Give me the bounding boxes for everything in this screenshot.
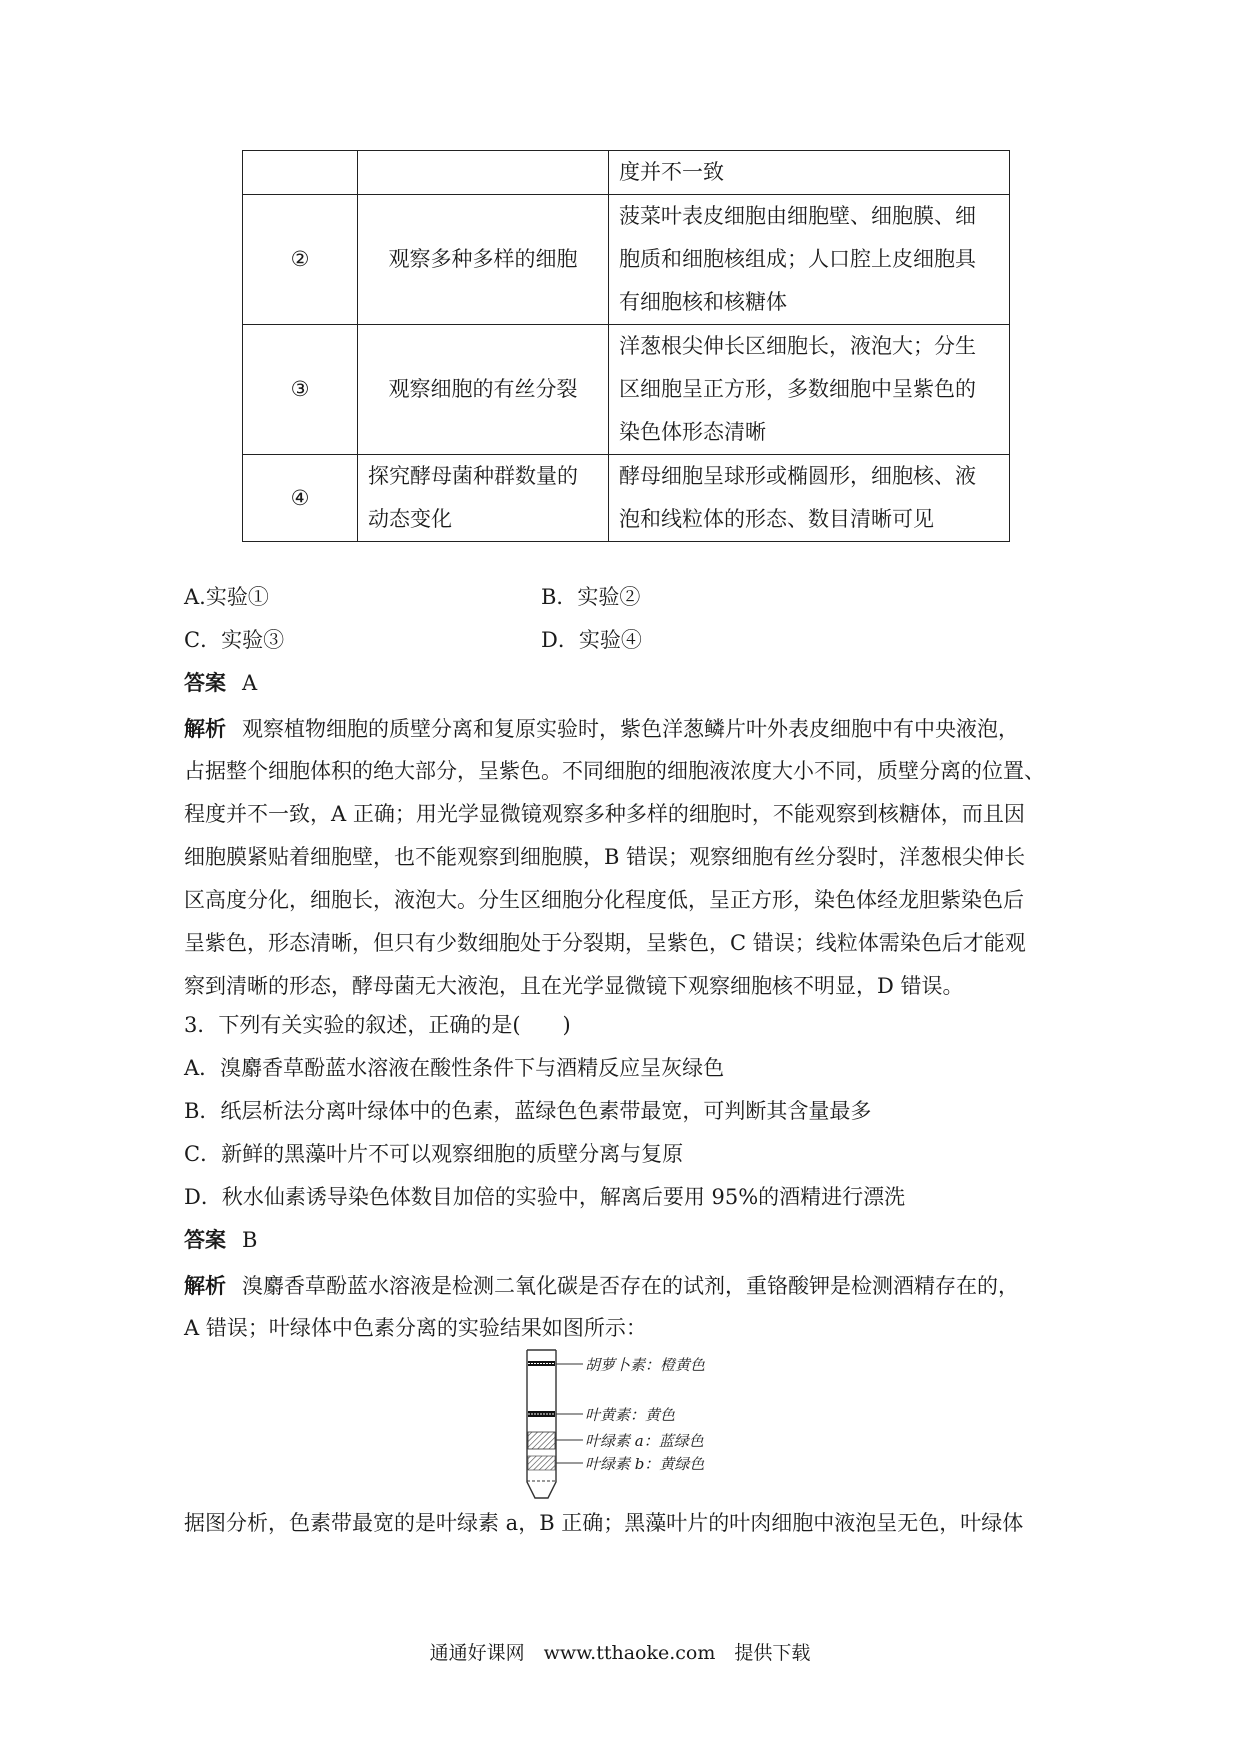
label-chlorophyll-a: 叶绿素 a：蓝绿色 [585, 1432, 704, 1450]
q3-analysis [184, 1264, 1064, 1350]
answer-label: 答案 [184, 670, 226, 695]
experiment-name-line: 观察细胞的有丝分裂 [388, 377, 578, 401]
label-xanthophyll: 叶黄素：黄色 [585, 1406, 676, 1424]
q3-answer [184, 1225, 257, 1255]
table-row [243, 325, 1010, 455]
analysis-label: 解析 [184, 1273, 226, 1298]
pigment-chromatography-figure [525, 1348, 725, 1500]
experiment-result-line: 区细胞呈正方形，多数细胞中呈紫色的 [619, 377, 976, 401]
experiment-result [609, 325, 1010, 455]
table-row [243, 455, 1010, 542]
experiment-result-line: 度并不一致 [619, 160, 724, 184]
analysis-line: 区高度分化，细胞长，液泡大。分生区细胞分化程度低，呈正方形，染色体经龙胆紫染色后 [184, 888, 1024, 912]
experiment-number [243, 151, 358, 195]
option-d: D．实验④ [541, 628, 642, 652]
q3-option-d: D．秋水仙素诱导染色体数目加倍的实验中，解离后要用 95%的酒精进行漂洗 [184, 1185, 906, 1209]
experiment-name [358, 151, 609, 195]
band-chlorophyll-b [528, 1456, 555, 1470]
q2-analysis [184, 707, 1064, 1008]
experiment-number: ② [243, 195, 358, 325]
experiment-name [358, 455, 609, 542]
analysis-line: 观察植物细胞的质壁分离和复原实验时，紫色洋葱鳞片叶外表皮细胞中有中央液泡， [242, 717, 1019, 741]
experiment-number: ③ [243, 325, 358, 455]
analysis-line: A 错误；叶绿体中色素分离的实验结果如图所示： [184, 1316, 647, 1340]
experiment-name [358, 325, 609, 455]
analysis-line: 呈紫色，形态清晰，但只有少数细胞处于分裂期，呈紫色，C 错误；线粒体需染色后才能观 [184, 931, 1026, 955]
experiment-result [609, 455, 1010, 542]
label-chlorophyll-b: 叶绿素 b：黄绿色 [585, 1455, 705, 1473]
footer-watermark: 通通好课网 www.tthaoke.com 提供下载 [429, 1642, 811, 1664]
analysis-label: 解析 [184, 716, 226, 741]
analysis-line: 溴麝香草酚蓝水溶液是检测二氧化碳是否存在的试剂，重铬酸钾是检测酒精存在的， [242, 1274, 1019, 1298]
experiment-number: ④ [243, 455, 358, 542]
experiment-result [609, 195, 1010, 325]
experiment-result-line: 洋葱根尖伸长区细胞长，液泡大；分生 [619, 334, 976, 358]
answer-value: B [242, 1228, 258, 1252]
answer-label: 答案 [184, 1227, 226, 1252]
analysis-after-figure: 据图分析，色素带最宽的是叶绿素 a，B 正确；黑藻叶片的叶肉细胞中液泡呈无色，叶绿体 [184, 1511, 1024, 1535]
table-row [243, 195, 1010, 325]
band-chlorophyll-a [528, 1432, 555, 1449]
option-c: C．实验③ [184, 628, 285, 652]
option-a: A.实验① [184, 585, 269, 609]
experiment-name [358, 195, 609, 325]
q3-option-c: C．新鲜的黑藻叶片不可以观察细胞的质壁分离与复原 [184, 1142, 684, 1166]
experiment-result-line: 酵母细胞呈球形或椭圆形，细胞核、液 [619, 464, 976, 488]
analysis-line: 程度并不一致，A 正确；用光学显微镜观察多种多样的细胞时，不能观察到核糖体，而且因 [184, 802, 1025, 826]
q3-stem: 3．下列有关实验的叙述，正确的是( ) [184, 1013, 571, 1037]
q2-answer [184, 668, 257, 698]
experiment-result-line: 有细胞核和核糖体 [619, 290, 787, 314]
analysis-line: 察到清晰的形态，酵母菌无大液泡，且在光学显微镜下观察细胞核不明显，D 错误。 [184, 974, 964, 998]
q3-option-b: B．纸层析法分离叶绿体中的色素，蓝绿色色素带最宽，可判断其含量最多 [184, 1099, 872, 1123]
experiment-result-line: 泡和线粒体的形态、数目清晰可见 [619, 507, 934, 531]
experiment-name-line: 动态变化 [368, 507, 452, 531]
analysis-line: 细胞膜紧贴着细胞壁，也不能观察到细胞膜，B 错误；观察细胞有丝分裂时，洋葱根尖伸长 [184, 845, 1026, 869]
experiment-result [609, 151, 1010, 195]
experiment-result-line: 菠菜叶表皮细胞由细胞壁、细胞膜、细 [619, 204, 976, 228]
label-carotene: 胡萝卜素：橙黄色 [585, 1356, 706, 1374]
paper-strip [527, 1350, 556, 1498]
analysis-line: 占据整个细胞体积的绝大部分，呈紫色。不同细胞的细胞液浓度大小不同，质壁分离的位置、 [184, 759, 1045, 783]
experiment-result-line: 染色体形态清晰 [619, 420, 766, 444]
experiment-name-line: 探究酵母菌种群数量的 [368, 464, 578, 488]
table-row [243, 151, 1010, 195]
answer-value: A [242, 671, 258, 695]
q3-option-a: A．溴麝香草酚蓝水溶液在酸性条件下与酒精反应呈灰绿色 [184, 1056, 725, 1080]
experiment-table [242, 150, 1010, 542]
experiment-result-line: 胞质和细胞核组成；人口腔上皮细胞具 [619, 247, 976, 271]
experiment-name-line: 观察多种多样的细胞 [388, 247, 578, 271]
option-b: B．实验② [541, 585, 641, 609]
